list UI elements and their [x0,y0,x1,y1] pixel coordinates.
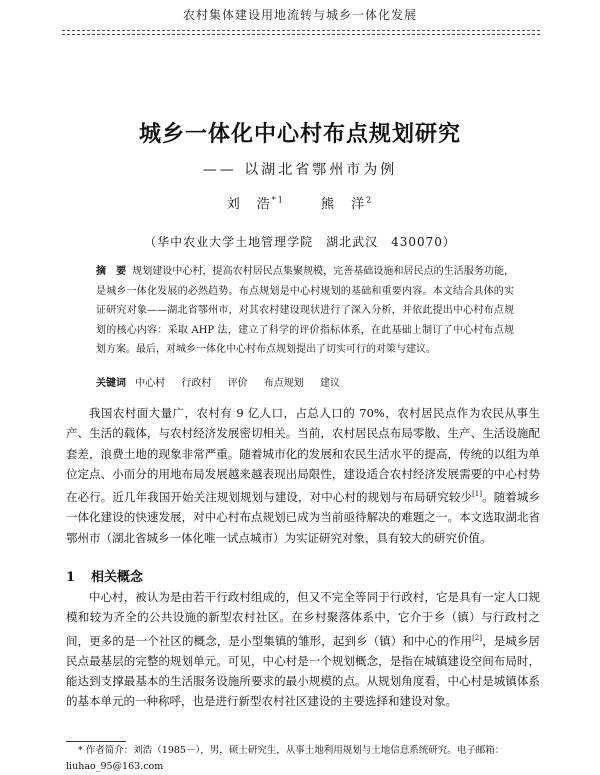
keyword: 布点规划 [263,378,304,389]
abstract [96,262,514,360]
keywords [96,375,514,393]
author-mark: 2 [366,195,374,205]
paper-title: 城乡一体化中心村布点规划研究 [138,121,461,147]
keyword: 评价 [227,378,248,389]
keywords-label: 关键词 [96,378,126,389]
footnote-rule [66,741,126,742]
intro-text-a: 我国农村面大量广，农村有 9 亿人口，占总人口的 70%，农村居民点作为农民从事生产、生活的载体，与农村经济发展密切相关。当前，农村居民点布局零散、生产、生活设施配套差，浪费土地的现象非常严重。随着城市化的发展和农民生活水平的提高，传统的以组为单位定点、小而分的用地布局发展越来越表现出局限性，建设适合农村经济发展需要的中心村势在必行。近几年我国开始关注规划规划与建设，对中心村的规划与布局研究较少 [66,406,540,505]
keyword: 行政村 [181,378,212,389]
section-number: 1 [66,570,76,585]
section-heading [66,566,143,585]
section-text-b: ，是城乡居民点最基层的完整的规划单元。可见，中心村是一个规划概念，是指在城镇建设空间布局时，能达到支撑最基本的生活服务设施所要求的最小规模的点。从规划角度看，中心村是城镇体系的基本单元的一种称呼，也是进行新型农村社区建设的主要选择和建设对象。 [66,633,541,709]
header-rule [62,30,540,31]
citation: [1] [472,490,482,499]
footnote: * 作者简介：刘浩（1985－），男，硕士研究生，从事土地利用规划与土地信息系统研究。电子邮箱：liuhao_95@163.com [66,745,505,772]
paper-subtitle: —— 以湖北省鄂州市为例 [202,162,398,178]
keyword: 中心村 [135,378,166,389]
section-text-a: 中心村，被认为是由若干行政村组成的，但又不完全等同于行政村，它是具有一定人口规模和较为齐全的公共设施的新型农村社区。在乡村聚落体系中，它介于乡（镇）与行政村之间，更多的是一个社区的概念，是小型集镇的雏形，起到乡（镇）和中心的作用 [66,590,540,648]
authors [0,193,600,212]
author-mark: *1 [271,195,285,205]
author-name: 熊 洋 [321,197,367,212]
intro-paragraph [66,403,540,548]
intro-text-b: 。随着城乡一体化建设的快速发展，对中心村布点规划已成为当前亟待解决的难题之一。本文选取湖北省鄂州市（湖北省城乡一体化唯一试点城市）为实证研究对象，具有较大的研究价值。 [66,490,541,545]
citation: [2] [472,633,482,642]
section-title: 相关概念 [91,570,144,585]
running-head: 农村集体建设用地流转与城乡一体化发展 [182,8,417,22]
affiliation: （华中农业大学土地管理学院 湖北武汉 430070） [144,235,456,249]
section-paragraph [66,587,540,712]
abstract-text: 规划建设中心村，提高农村居民点集聚规模，完善基础设施和居民点的生活服务功能，是城乡一体化发展的必然趋势。布点规划是中心村规划的基础和重要内容。本文结合具体的实证研究对象——湖北省鄂州市，对其农村建设现状进行了深入分析，并依此提出中心村布点规划的核心内容：采取 AHP 法，建立了科学的评价指标体系，在此基础上制订了中心村布点规划方案。最后，对城乡一体化中心村布点规划提出了切实可行的对策与建议。 [96,266,515,355]
author-name: 刘 浩 [226,197,272,212]
abstract-label: 摘 要 [96,266,127,277]
keyword: 建议 [319,378,340,389]
header-rule-2 [62,34,540,35]
